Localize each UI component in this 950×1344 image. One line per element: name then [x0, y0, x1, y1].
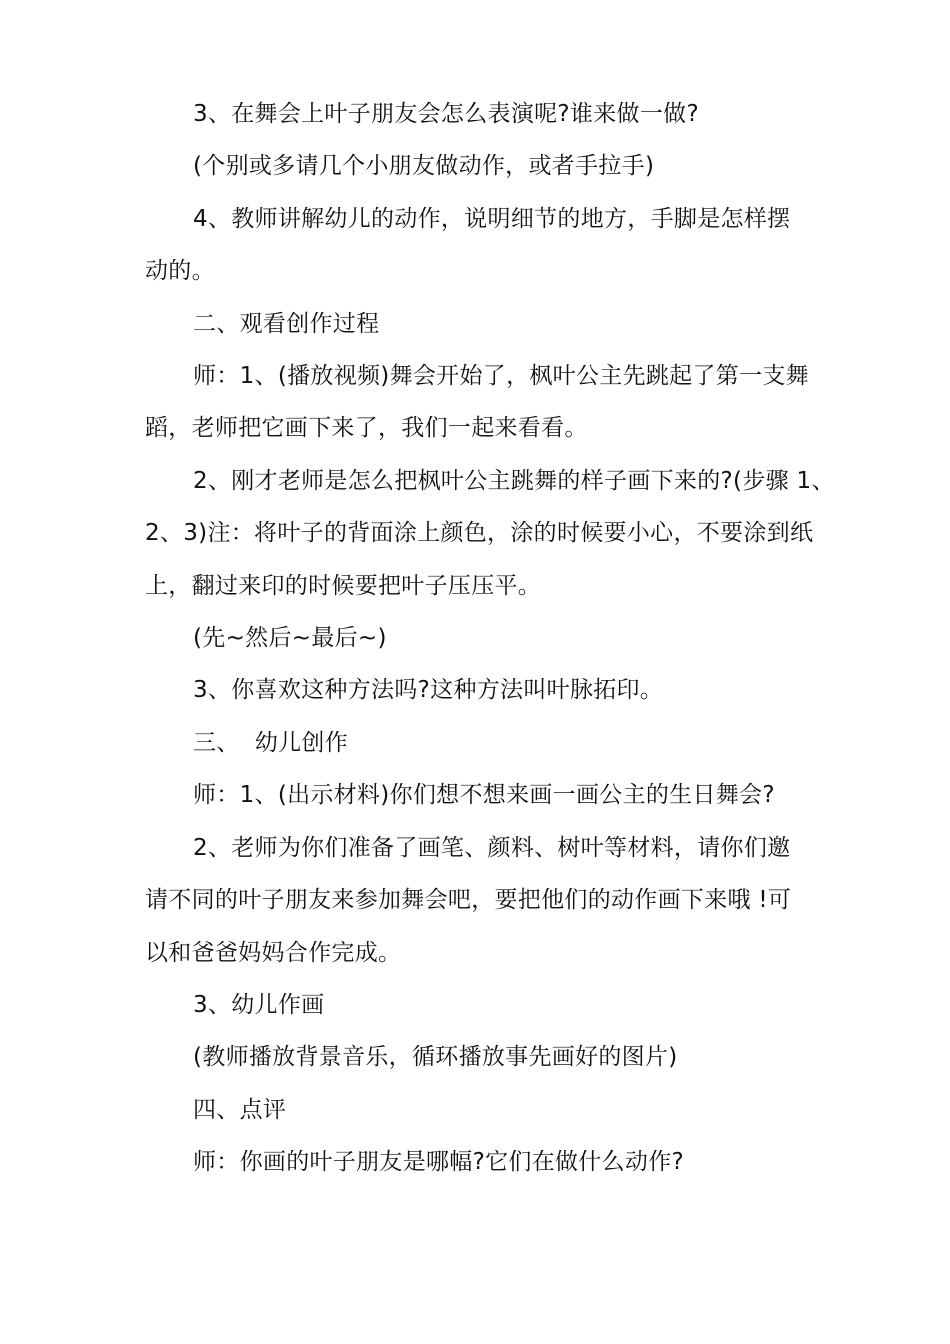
paragraph-line: 3、在舞会上叶子朋友会怎么表演呢?谁来做一做? [193, 101, 699, 127]
paragraph-line: (教师播放背景音乐，循环播放事先画好的图片) [193, 1044, 678, 1071]
paragraph-line: (个别或多请几个小朋友做动作，或者手拉手) [193, 153, 655, 180]
paragraph-line: 上，翻过来印的时候要把叶子压压平。 [145, 572, 542, 599]
paragraph-line: 蹈，老师把它画下来了，我们一起来看看。 [145, 415, 588, 442]
section-heading: 四、点评 [193, 1096, 287, 1123]
section-heading: 三、 幼儿创作 [193, 729, 349, 756]
paragraph-line: 师：1、(出示材料)你们想不想来画一画公主的生日舞会? [193, 782, 775, 809]
paragraph-line: 4、教师讲解幼儿的动作，说明细节的地方，手脚是怎样摆 [193, 205, 791, 232]
document-body [145, 88, 835, 1189]
paragraph-line: 2、刚才老师是怎么把枫叶公主跳舞的样子画下来的?(步骤 1、 [193, 467, 835, 494]
paragraph-line: 以和爸爸妈妈合作完成。 [145, 939, 402, 966]
paragraph-line: 3、幼儿作画 [193, 991, 325, 1018]
paragraph-line: 请不同的叶子朋友来参加舞会吧，要把他们的动作画下来哦 !可 [145, 887, 792, 914]
paragraph-line: 师：1、(播放视频)舞会开始了，枫叶公主先跳起了第一支舞 [193, 363, 809, 390]
paragraph-line: 2、3)注：将叶子的背面涂上颜色，涂的时候要小心，不要涂到纸 [145, 520, 814, 547]
paragraph-line: 动的。 [145, 258, 215, 285]
paragraph-line: 3、你喜欢这种方法吗?这种方法叫叶脉拓印。 [193, 677, 664, 704]
paragraph-line: (先~然后~最后~) [193, 625, 387, 652]
paragraph-line: 师：你画的叶子朋友是哪幅?它们在做什么动作? [193, 1149, 685, 1176]
paragraph-line: 2、老师为你们准备了画笔、颜料、树叶等材料，请你们邀 [193, 834, 791, 861]
section-heading: 二、观看创作过程 [193, 310, 380, 337]
